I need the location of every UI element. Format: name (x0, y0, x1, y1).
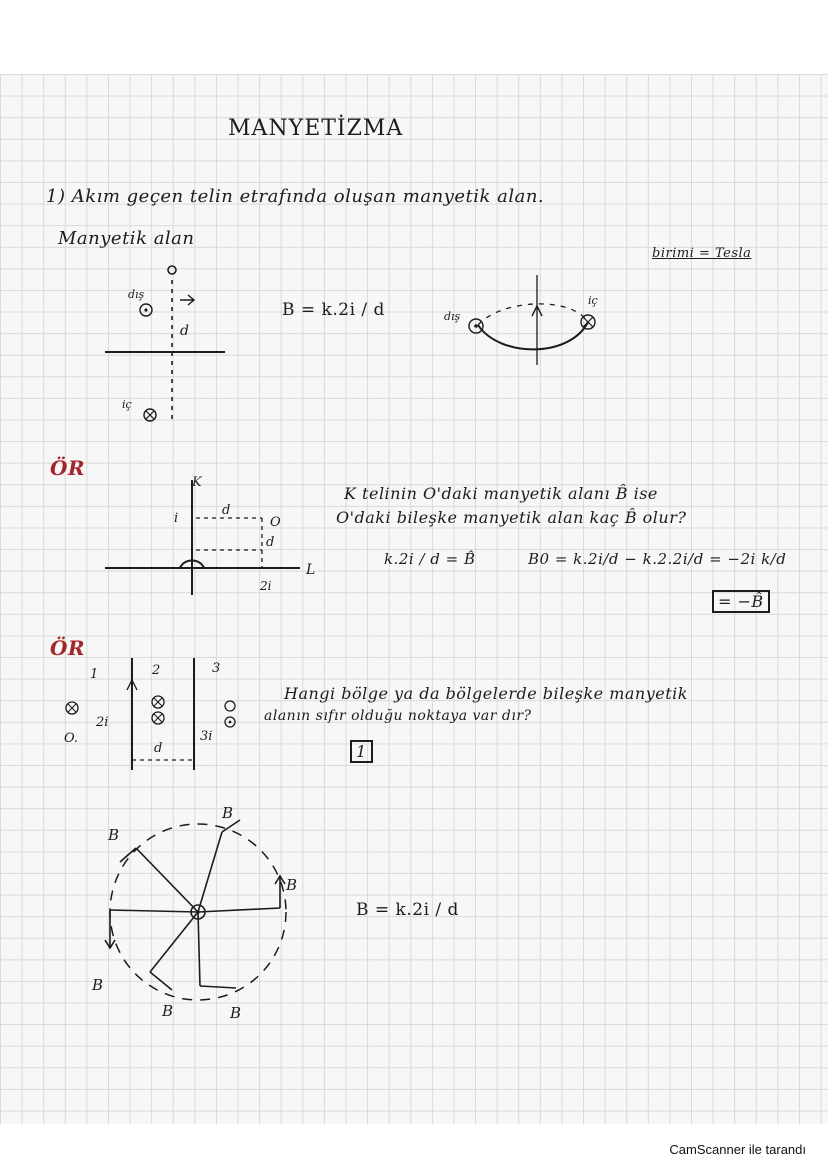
unit-note: birimi = Tesla (652, 246, 752, 261)
label-out: dış (128, 288, 145, 301)
circle-label-b-top: B (222, 804, 234, 822)
scanner-footer: CamScanner ile tarandı (669, 1142, 806, 1157)
ex1-label-2i: 2i (260, 579, 272, 593)
circle-label-b-left: B (108, 826, 120, 844)
circle-formula: B = k.2i / d (356, 900, 459, 920)
ex2-region-2: 2 (152, 663, 161, 678)
example1-label: ÖR (50, 456, 86, 480)
example1-question-line1: K telinin O'daki manyetik alanı B̂ ise (344, 484, 658, 503)
ex2-label-o: O. (64, 731, 79, 746)
ex1-label-l: L (306, 562, 316, 578)
ex2-region-3: 3 (212, 661, 221, 676)
label-in: iç (122, 398, 132, 411)
example2-answer: 1 (350, 740, 373, 763)
circle-label-b-right: B (286, 876, 298, 894)
example1-question-line2: O'daki bileşke manyetik alan kaç B̂ olur? (336, 508, 687, 527)
ex2-label-2i: 2i (96, 715, 109, 730)
page-title: MANYETİZMA (228, 116, 404, 141)
example2-question-line1: Hangi bölge ya da bölgelerde bileşke manyetik (284, 684, 688, 703)
ex1-label-k: K (192, 475, 202, 490)
ex2-label-d: d (154, 741, 163, 756)
section1-heading: 1) Akım geçen telin etrafında oluşan manyetik alan. (46, 186, 545, 207)
example1-work-step2: B0 = k.2i/d − k.2.2i/d = −2i k/d (528, 550, 787, 568)
ex1-label-i: i (174, 511, 179, 526)
ex1-label-d-side: d (266, 535, 275, 550)
example1-answer: = −B̂ (712, 590, 770, 613)
ex2-region-1: 1 (90, 667, 99, 682)
example1-work-step1: k.2i / d = B̂ (384, 550, 476, 568)
circle-field-figure (90, 790, 320, 1030)
loop-label-in: iç (588, 294, 598, 307)
circle-label-b-bottom-right: B (230, 1004, 242, 1022)
example2-figure (60, 650, 250, 780)
ex2-label-3i: 3i (200, 729, 213, 744)
loop-figure (440, 270, 620, 370)
example2-label: ÖR (50, 636, 86, 660)
ex1-label-d-top: d (222, 503, 231, 518)
example2-question-line2: alanın sıfır olduğu noktaya var dır? (264, 708, 532, 724)
circle-label-b-bottom-left: B (92, 976, 104, 994)
wire-figure (100, 260, 240, 430)
example1-figure (100, 470, 330, 600)
circle-label-b-bottom: B (162, 1002, 174, 1020)
loop-label-out: dış (444, 310, 461, 323)
ex1-label-o: O (270, 515, 281, 530)
section1-subheading: Manyetik alan (58, 228, 195, 249)
label-d: d (180, 323, 189, 339)
field-formula: B = k.2i / d (282, 300, 385, 320)
